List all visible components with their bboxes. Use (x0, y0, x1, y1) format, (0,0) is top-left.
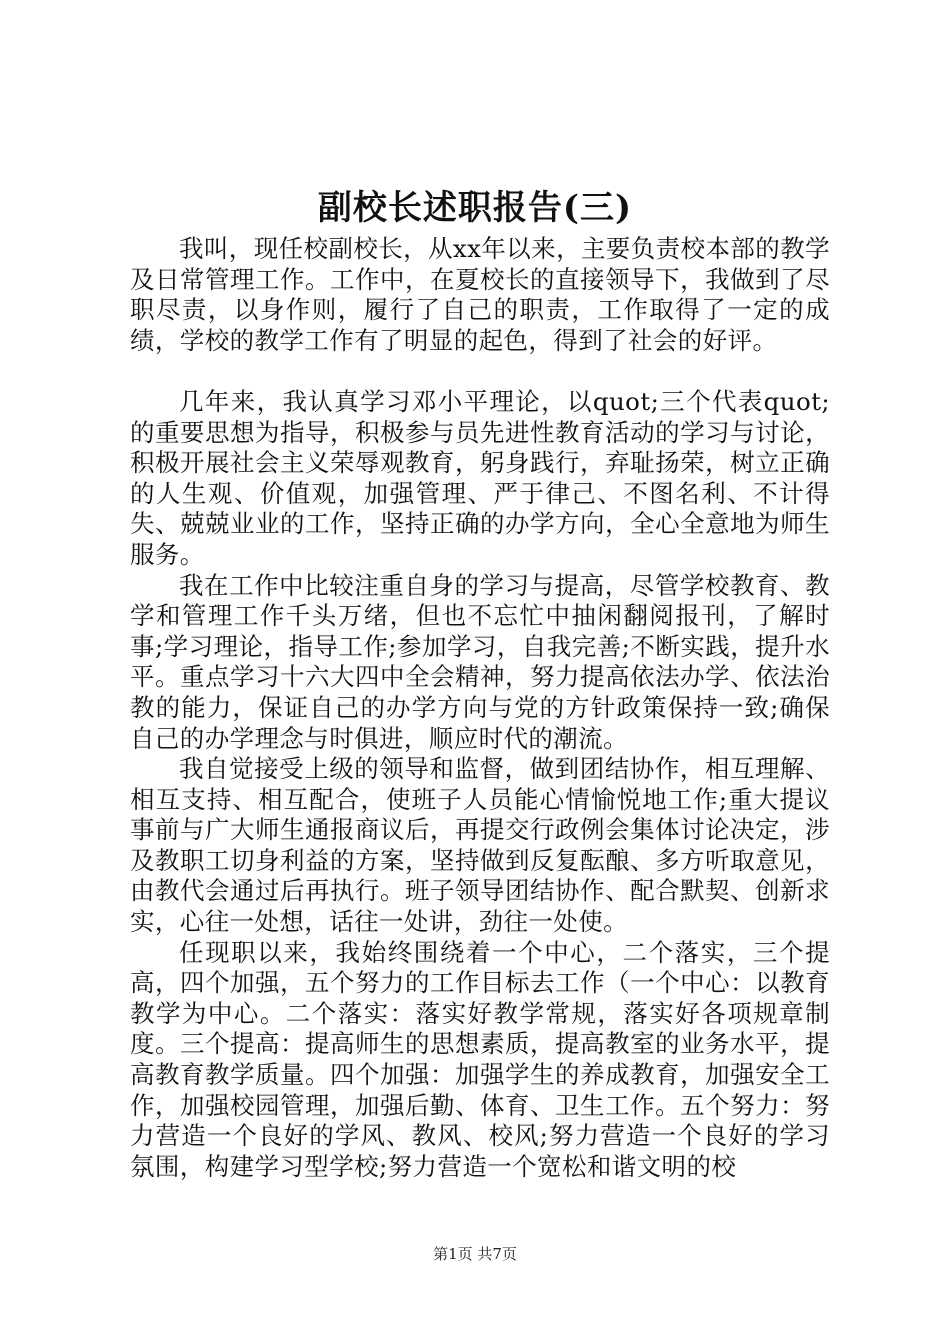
paragraph-5: 任现职以来，我始终围绕着一个中心，二个落实，三个提高，四个加强，五个努力的工作目标去工作（一个中心：以教育教学为中心。二个落实：落实好教学常规，落实好各项规章制度。三个提高：提高师生的思想素质，提高教室的业务水平，提高教育教学质量。四个加强：加强学生的养成教育，加强安全工作，加强校园管理，加强后勤、体育、卫生工作。五个努力：努力营造一个良好的学风、教风、校风;努力营造一个良好的学习氛围，构建学习型学校;努力营造一个宽松和谐文明的校 (130, 937, 830, 1181)
document-title: 副校长述职报告(三) (317, 188, 633, 228)
page-indicator: 第1页 共7页 (433, 1245, 517, 1263)
paragraph-1: 我叫，现任校副校长，从xx年以来，主要负责校本部的教学及日常管理工作。工作中，在夏校长的直接领导下，我做到了尽职尽责，以身作则，履行了自己的职责，工作取得了一定的成绩，学校的教学工作有了明显的起色，得到了社会的好评。 (130, 234, 830, 355)
paragraph-4: 我自觉接受上级的领导和监督，做到团结协作，相互理解、相互支持、相互配合，使班子人员能心情愉悦地工作;重大提议事前与广大师生通报商议后，再提交行政例会集体讨论决定，涉及教职工切身利益的方案，坚持做到反复酝酿、多方听取意见，由教代会通过后再执行。班子领导团结协作、配合默契、创新求实，心往一处想，话往一处讲，劲往一处使。 (130, 754, 830, 937)
paragraph-3: 我在工作中比较注重自身的学习与提高，尽管学校教育、教学和管理工作千头万绪，但也不忘忙中抽闲翻阅报刊，了解时事;学习理论，指导工作;参加学习，自我完善;不断实践，提升水平。重点学习十六大四中全会精神，努力提高依法办学、依法治教的能力，保证自己的办学方向与党的方针政策保持一致;确保自己的办学理念与时俱进，顺应时代的潮流。 (130, 570, 830, 753)
paragraph-2: 几年来，我认真学习邓小平理论，以quot;三个代表quot;的重要思想为指导，积极参与员先进性教育活动的学习与讨论，积极开展社会主义荣辱观教育，躬身践行，弃耻扬荣，树立正确的人生观、价值观，加强管理、严于律己、不图名利、不计得失、兢兢业业的工作，坚持正确的办学方向，全心全意地为师生服务。 (130, 386, 830, 569)
document-body (130, 234, 830, 1182)
